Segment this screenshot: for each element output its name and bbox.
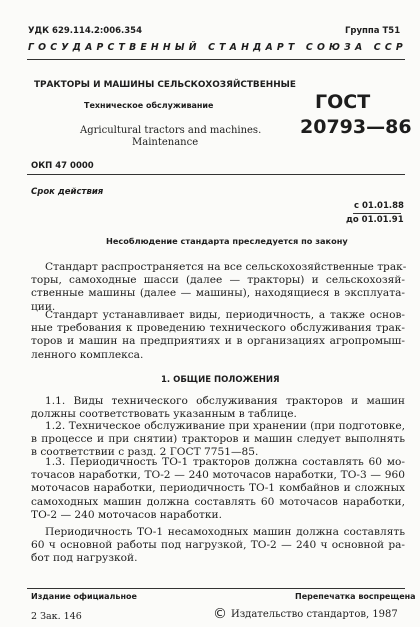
section-heading: 1. ОБЩИЕ ПОЛОЖЕНИЯ (161, 375, 280, 385)
copyright-icon: © (213, 606, 227, 622)
intro-paragraph-2 (31, 309, 405, 362)
text-line: в процессе и при снятии) тракторов и машин следует выполнять (31, 433, 405, 446)
clause-1-1 (31, 395, 405, 421)
text-line: торов и машин на предприятиях и в организациях агропромыш- (31, 335, 405, 348)
text-line: бот под нагрузкой. (31, 552, 138, 565)
clause-to1-nonselfpropelled (31, 526, 405, 566)
title-ru: ТРАКТОРЫ И МАШИНЫ СЕЛЬСКОХОЗЯЙСТВЕННЫЕ (34, 80, 296, 90)
legal-notice: Несоблюдение стандарта преследуется по закону (106, 236, 348, 246)
udk-code: УДК 629.114.2:006.354 (28, 26, 143, 36)
text-line: ные требования к проведению технического обслуживания трак- (31, 322, 405, 335)
text-line: ции. (31, 300, 56, 313)
okp-rule (27, 174, 405, 175)
okp-code: ОКП 47 0000 (31, 161, 94, 171)
validity-label: Срок действия (31, 187, 104, 197)
reprint-notice: Перепечатка воспрещена (295, 592, 416, 601)
validity-to: до 01.01.91 (346, 215, 404, 225)
title-ru-subtitle: Техническое обслуживание (84, 101, 214, 110)
gost-number: 20793—86 (300, 116, 412, 138)
text-line: в соответствии с разд. 2 ГОСТ 7751—85. (31, 446, 259, 459)
text-line: моточасов наработки, периодичность ТО-1 комбайнов и сложных (31, 482, 405, 495)
text-line: Стандарт устанавливает виды, периодичность, а также основ- (45, 309, 405, 321)
text-line: ленного комплекса. (31, 348, 144, 361)
text-line: 1.3. Периодичность ТО-1 тракторов должна составлять 60 мо- (45, 456, 405, 468)
text-line: самоходных машин должна составлять 60 моточасов наработки, (31, 495, 405, 508)
group-code: Группа Т51 (345, 26, 401, 36)
intro-paragraph-1 (31, 261, 405, 314)
order-number: 2 Зак. 146 (31, 611, 82, 622)
text-line: 60 ч основной работы под нагрузкой, ТО-2 — 240 ч основной ра- (31, 539, 405, 552)
footer-rule (27, 588, 405, 589)
text-line: 1.2. Техническое обслуживание при хранении (при подготовке, (45, 420, 405, 432)
standard-org: ГОСУДАРСТВЕННЫЙ СТАНДАРТ СОЮЗА ССР (28, 42, 407, 53)
validity-from-underline (353, 213, 401, 214)
text-line: торы, самоходные шасси (далее — тракторы) и сельскохозяй- (31, 274, 405, 287)
clause-1-3 (31, 456, 405, 522)
text-line: Стандарт распространяется на все сельскохозяйственные трак- (45, 261, 407, 273)
text-line: ственные машины (далее — машины), находящиеся в эксплуата- (31, 287, 405, 300)
validity-from: с 01.01.88 (354, 201, 404, 211)
official-edition: Издание официальное (31, 592, 137, 601)
text-line: точасов наработки, ТО-2 — 240 моточасов наработки, ТО-3 — 960 (31, 469, 405, 482)
gost-label: ГОСТ (315, 91, 371, 113)
text-line: должны соответствовать указанным в таблице. (31, 408, 297, 421)
clause-1-2 (31, 420, 405, 460)
header-rule (27, 59, 405, 60)
text-line: 1.1. Виды технического обслуживания тракторов и машин (45, 395, 405, 407)
text-line: ТО-2 — 240 моточасов наработки. (31, 508, 222, 521)
title-en-line2: Maintenance (132, 137, 199, 148)
text-line: Периодичность ТО-1 несамоходных машин должна составлять (45, 526, 405, 538)
copyright-text: Издательство стандартов, 1987 (231, 609, 398, 620)
title-en-line1: Agricultural tractors and machines. (80, 125, 262, 136)
